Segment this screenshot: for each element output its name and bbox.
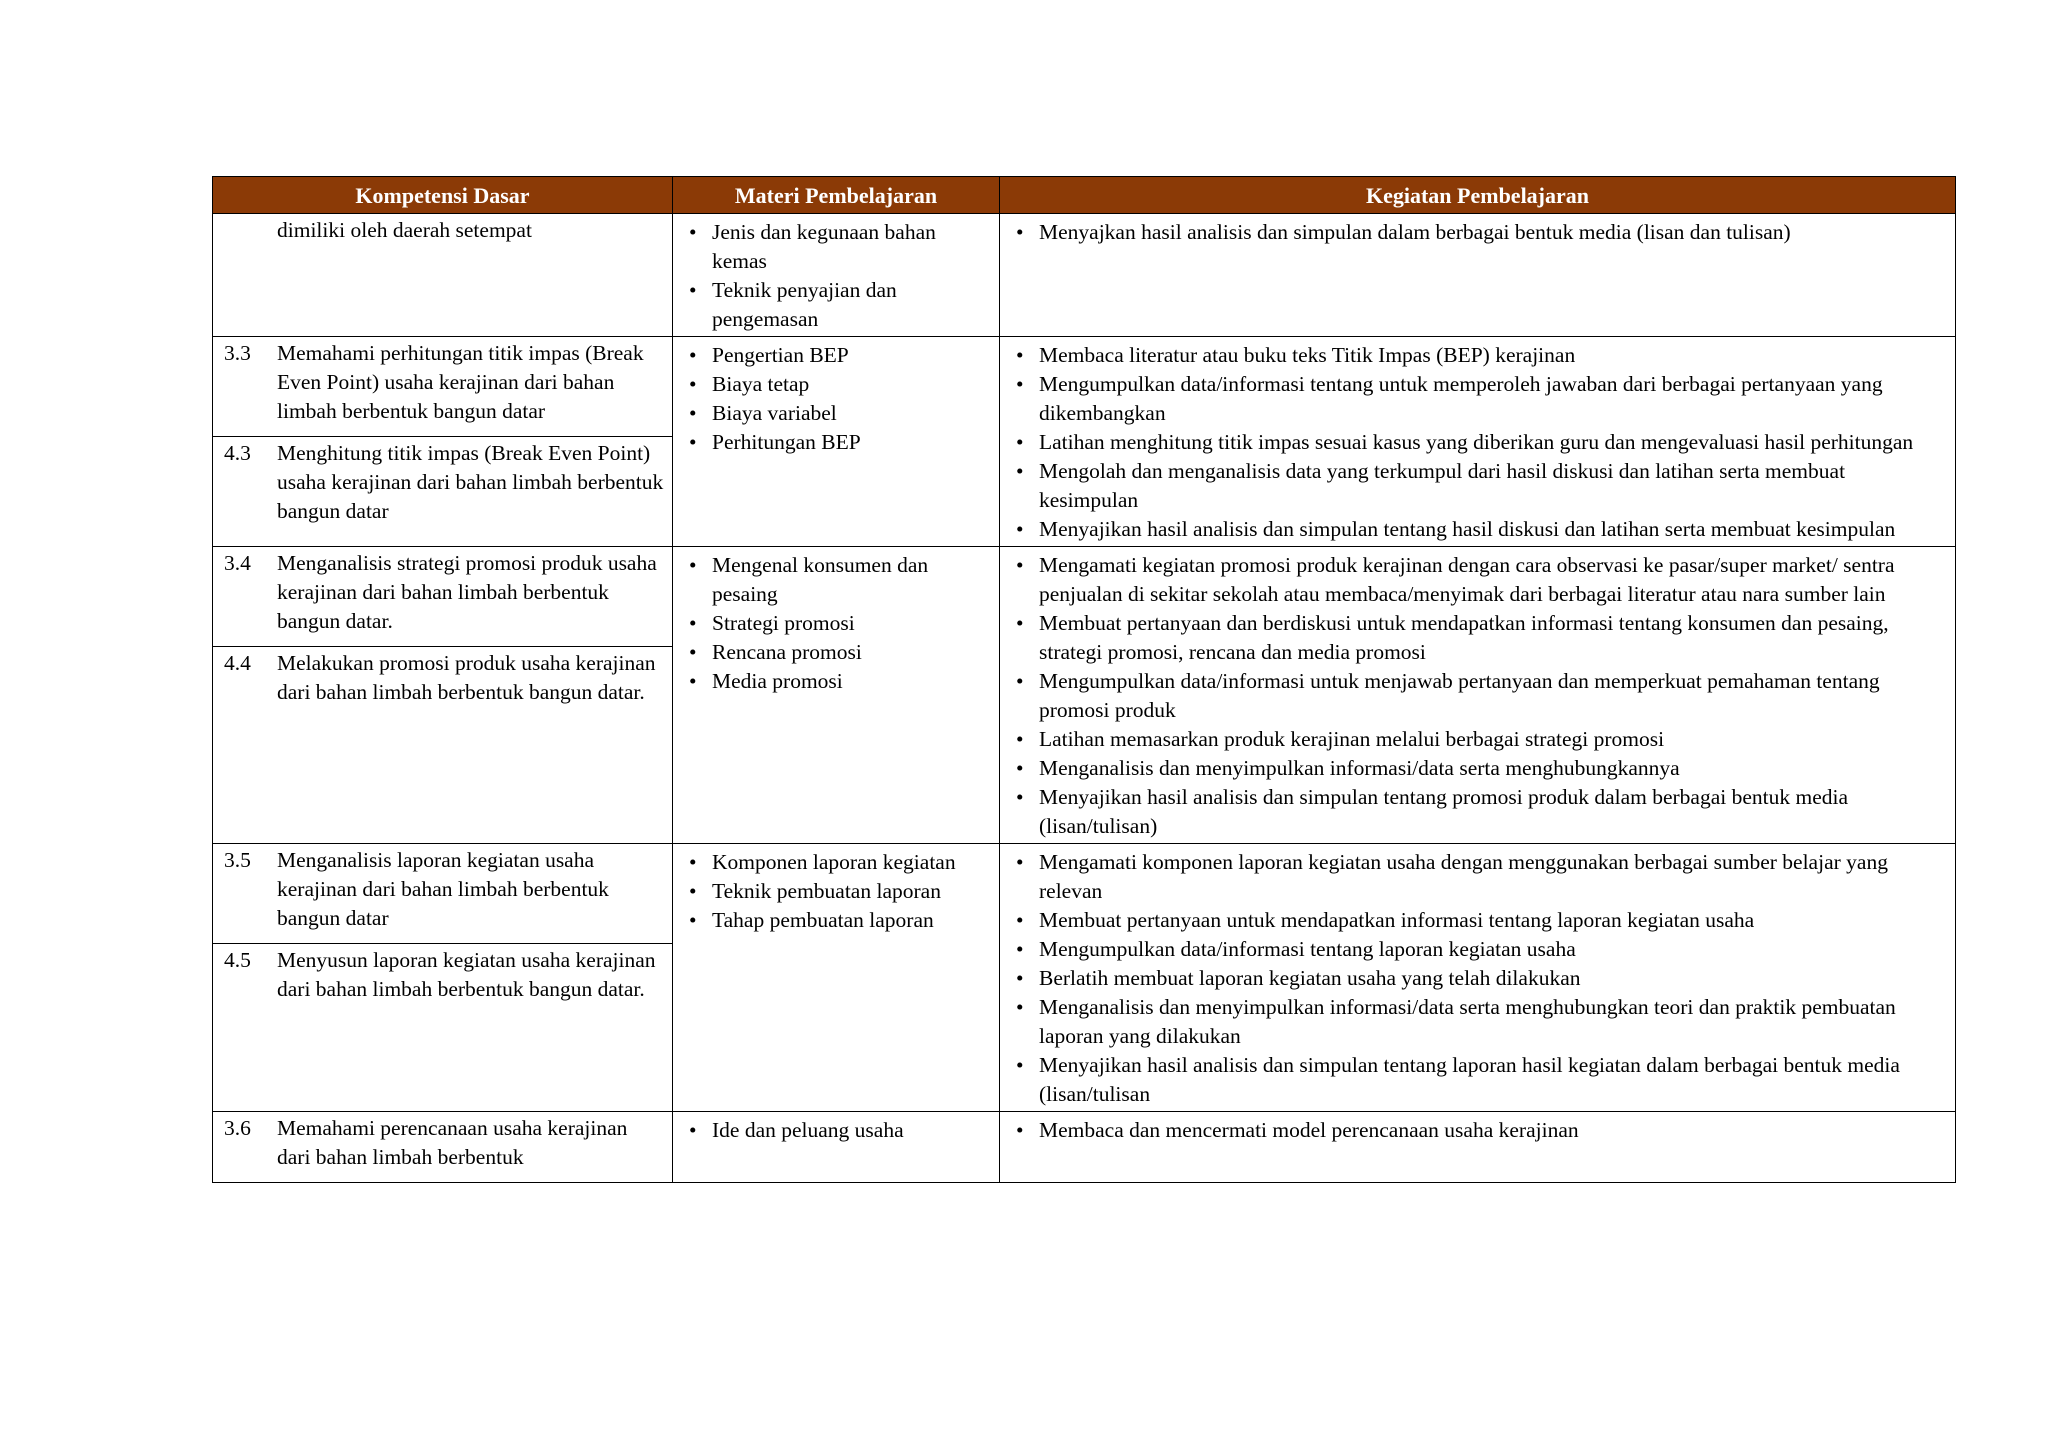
materi-pembelajaran-cell xyxy=(673,337,1000,547)
kegiatan-pembelajaran-cell xyxy=(1000,337,1956,547)
table-row xyxy=(213,844,1956,1112)
materi-item: • Pengertian BEP xyxy=(687,341,991,370)
header-kompetensi-dasar: Kompetensi Dasar xyxy=(213,177,673,214)
kegiatan-list xyxy=(1000,1112,1955,1147)
table-row xyxy=(213,547,1956,844)
materi-item: • Ide dan peluang usaha xyxy=(687,1116,991,1145)
kompetensi-dasar-cell xyxy=(213,214,673,337)
materi-list xyxy=(673,547,999,698)
materi-item: • Biaya variabel xyxy=(687,399,991,428)
kompetensi-text: Menganalisis strategi promosi produk usaha kerajinan dari bahan limbah berbentuk bangun datar. xyxy=(277,551,657,633)
kompetensi-text: dimiliki oleh daerah setempat xyxy=(277,218,532,242)
kompetensi-dasar-cell xyxy=(213,547,673,844)
kegiatan-item: • Membuat pertanyaan untuk mendapatkan informasi tentang laporan kegiatan usaha xyxy=(1014,906,1947,935)
kompetensi-text: Menganalisis laporan kegiatan usaha kerajinan dari bahan limbah berbentuk bangun datar xyxy=(277,848,609,930)
kegiatan-item: • Mengamati komponen laporan kegiatan usaha dengan menggunakan berbagai sumber belajar yang relevan xyxy=(1014,848,1947,906)
kompetensi-item xyxy=(213,337,672,436)
materi-list xyxy=(673,337,999,459)
kegiatan-item: • Latihan menghitung titik impas sesuai kasus yang diberikan guru dan mengevaluasi hasil perhitungan xyxy=(1014,428,1947,457)
materi-item: • Media promosi xyxy=(687,667,991,696)
table-row xyxy=(213,1112,1956,1183)
materi-list xyxy=(673,844,999,937)
kegiatan-item: • Mengamati kegiatan promosi produk kerajinan dengan cara observasi ke pasar/super market/ sentra penjualan di sekitar sekolah atau membaca/menyimak dari berbagai literatur atau nara sumber lain xyxy=(1014,551,1947,609)
kegiatan-pembelajaran-cell xyxy=(1000,214,1956,337)
table-row xyxy=(213,214,1956,337)
kegiatan-list xyxy=(1000,214,1955,249)
materi-list xyxy=(673,1112,999,1147)
materi-pembelajaran-cell xyxy=(673,214,1000,337)
kegiatan-item: • Latihan memasarkan produk kerajinan melalui berbagai strategi promosi xyxy=(1014,725,1947,754)
kegiatan-item: • Membaca dan mencermati model perencanaan usaha kerajinan xyxy=(1014,1116,1947,1145)
materi-item: • Rencana promosi xyxy=(687,638,991,667)
kegiatan-item: • Membuat pertanyaan dan berdiskusi untuk mendapatkan informasi tentang konsumen dan pesaing, strategi promosi, rencana dan media promosi xyxy=(1014,609,1947,667)
kegiatan-pembelajaran-cell xyxy=(1000,844,1956,1112)
kompetensi-text: Memahami perhitungan titik impas (Break Even Point) usaha kerajinan dari bahan limbah berbentuk bangun datar xyxy=(277,341,644,423)
kompetensi-item xyxy=(213,547,672,646)
kompetensi-number: 3.6 xyxy=(224,1116,251,1140)
kompetensi-number: 4.3 xyxy=(224,441,251,465)
kegiatan-item: • Menganalisis dan menyimpulkan informasi/data serta menghubungkannya xyxy=(1014,754,1947,783)
kompetensi-text: Memahami perencanaan usaha kerajinan dari bahan limbah berbentuk xyxy=(277,1116,628,1169)
materi-item: • Komponen laporan kegiatan xyxy=(687,848,991,877)
kompetensi-item xyxy=(213,844,672,943)
kegiatan-pembelajaran-cell xyxy=(1000,547,1956,844)
materi-item: • Biaya tetap xyxy=(687,370,991,399)
materi-pembelajaran-cell xyxy=(673,547,1000,844)
kegiatan-item: • Mengolah dan menganalisis data yang terkumpul dari hasil diskusi dan latihan serta membuat kesimpulan xyxy=(1014,457,1947,515)
curriculum-table xyxy=(212,176,1956,1183)
materi-pembelajaran-cell xyxy=(673,1112,1000,1183)
header-materi-pembelajaran: Materi Pembelajaran xyxy=(673,177,1000,214)
kegiatan-item: • Mengumpulkan data/informasi untuk menjawab pertanyaan dan memperkuat pemahaman tentang promosi produk xyxy=(1014,667,1947,725)
kegiatan-item: • Membaca literatur atau buku teks Titik Impas (BEP) kerajinan xyxy=(1014,341,1947,370)
table-row xyxy=(213,337,1956,547)
kompetensi-number xyxy=(224,216,277,245)
kegiatan-item: • Berlatih membuat laporan kegiatan usaha yang telah dilakukan xyxy=(1014,964,1947,993)
kompetensi-item xyxy=(213,943,672,1014)
materi-item: • Tahap pembuatan laporan xyxy=(687,906,991,935)
kompetensi-text: Menyusun laporan kegiatan usaha kerajinan dari bahan limbah berbentuk bangun datar. xyxy=(277,948,656,1001)
kompetensi-dasar-cell xyxy=(213,1112,673,1183)
kegiatan-item: • Mengumpulkan data/informasi tentang laporan kegiatan usaha xyxy=(1014,935,1947,964)
materi-item: • Strategi promosi xyxy=(687,609,991,638)
header-row xyxy=(213,177,1956,214)
kompetensi-number: 4.5 xyxy=(224,948,251,972)
kompetensi-number: 4.4 xyxy=(224,651,251,675)
kompetensi-item xyxy=(213,436,672,536)
table-body xyxy=(213,214,1956,1183)
materi-item: • Teknik penyajian dan pengemasan xyxy=(687,276,991,334)
kompetensi-dasar-cell xyxy=(213,337,673,547)
kompetensi-number: 3.4 xyxy=(224,551,251,575)
kegiatan-list xyxy=(1000,547,1955,843)
kompetensi-text: Melakukan promosi produk usaha kerajinan dari bahan limbah berbentuk bangun datar. xyxy=(277,651,656,704)
materi-pembelajaran-cell xyxy=(673,844,1000,1112)
materi-item: • Perhitungan BEP xyxy=(687,428,991,457)
kegiatan-item: • Menyajikan hasil analisis dan simpulan tentang laporan hasil kegiatan dalam berbagai bentuk media (lisan/tulisan xyxy=(1014,1051,1947,1109)
header-kegiatan-pembelajaran: Kegiatan Pembelajaran xyxy=(1000,177,1956,214)
materi-item: • Jenis dan kegunaan bahan kemas xyxy=(687,218,991,276)
kompetensi-number: 3.5 xyxy=(224,848,251,872)
kompetensi-item xyxy=(213,214,672,255)
table-header xyxy=(213,177,1956,214)
kegiatan-item: • Menganalisis dan menyimpulkan informasi/data serta menghubungkan teori dan praktik pembuatan laporan yang dilakukan xyxy=(1014,993,1947,1051)
materi-item: • Mengenal konsumen dan pesaing xyxy=(687,551,991,609)
kegiatan-list xyxy=(1000,844,1955,1111)
kompetensi-item xyxy=(213,646,672,717)
kegiatan-pembelajaran-cell xyxy=(1000,1112,1956,1183)
materi-item: • Teknik pembuatan laporan xyxy=(687,877,991,906)
kegiatan-list xyxy=(1000,337,1955,546)
kompetensi-text: Menghitung titik impas (Break Even Point) usaha kerajinan dari bahan limbah berbentuk bangun datar xyxy=(277,441,664,523)
kompetensi-dasar-cell xyxy=(213,844,673,1112)
kegiatan-item: • Mengumpulkan data/informasi tentang untuk memperoleh jawaban dari berbagai pertanyaan yang dikembangkan xyxy=(1014,370,1947,428)
kegiatan-item: • Menyajikan hasil analisis dan simpulan tentang hasil diskusi dan latihan serta membuat kesimpulan xyxy=(1014,515,1947,544)
kegiatan-item: • Menyajkan hasil analisis dan simpulan dalam berbagai bentuk media (lisan dan tulisan) xyxy=(1014,218,1947,247)
kompetensi-number: 3.3 xyxy=(224,341,251,365)
kegiatan-item: • Menyajikan hasil analisis dan simpulan tentang promosi produk dalam berbagai bentuk media (lisan/tulisan) xyxy=(1014,783,1947,841)
materi-list xyxy=(673,214,999,336)
kompetensi-item xyxy=(213,1112,672,1182)
